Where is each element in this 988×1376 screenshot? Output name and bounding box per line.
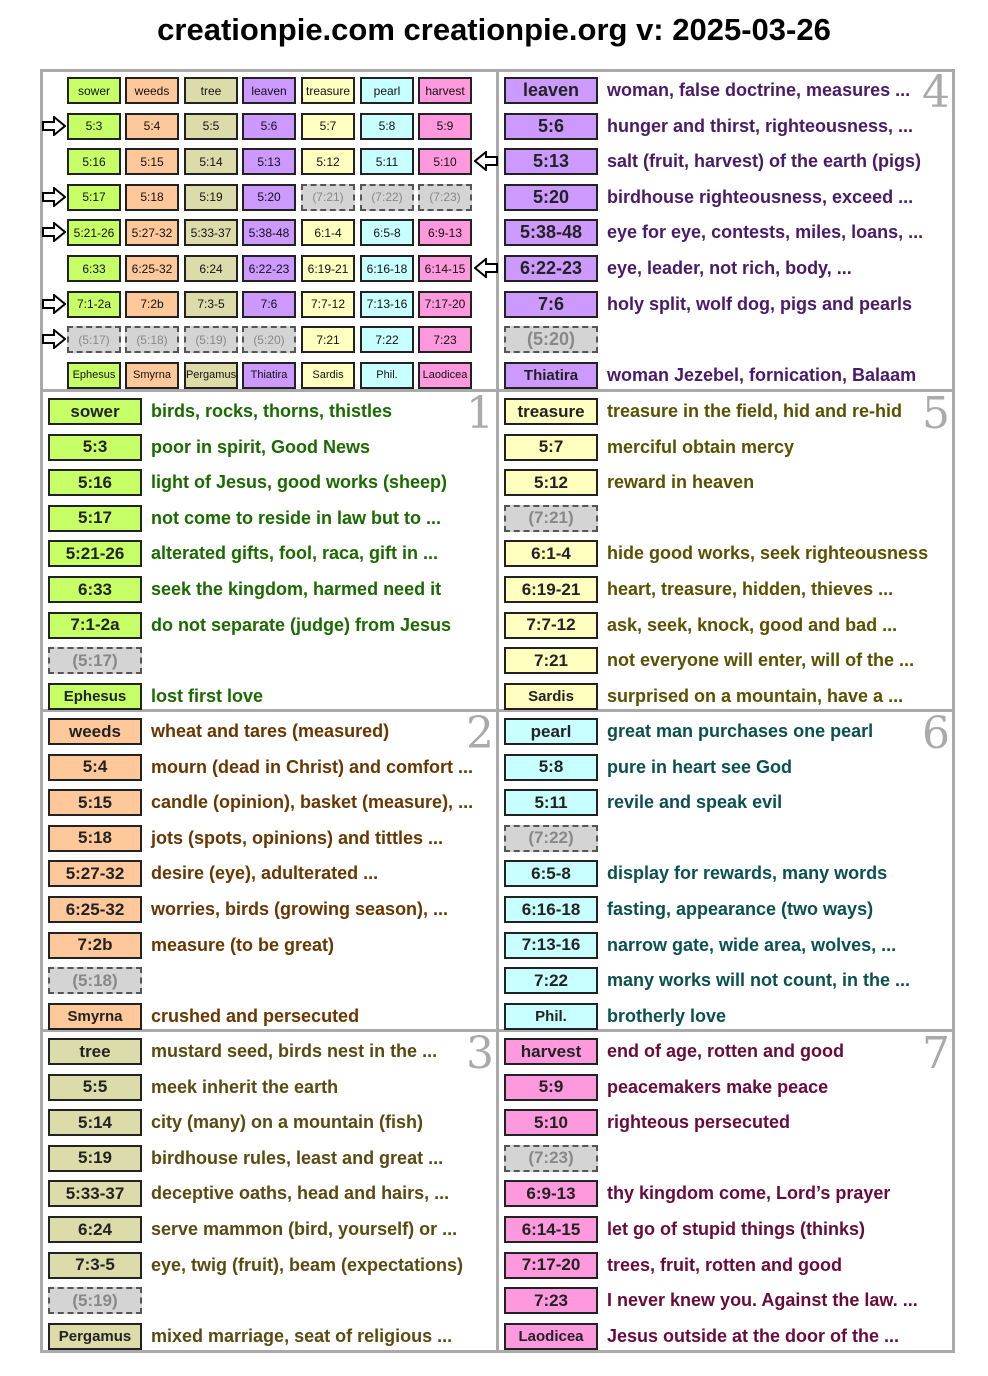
- panel-row: [504, 612, 897, 639]
- verse-label: Pergamus: [48, 1323, 142, 1350]
- overview-cell: 5:18: [125, 184, 179, 211]
- verse-label: (5:19): [48, 1287, 142, 1314]
- panel-5: [504, 388, 950, 708]
- overview-cell: pearl: [360, 77, 414, 104]
- overview-cell: harvest: [418, 77, 472, 104]
- verse-label: 7:1-2a: [48, 612, 142, 639]
- overview-cell: (5:19): [184, 326, 238, 353]
- verse-label: 6:9-13: [504, 1180, 598, 1207]
- panel-row: [48, 1287, 151, 1314]
- verse-description: not everyone will enter, will of the ...: [607, 650, 915, 671]
- panel-6: [504, 708, 950, 1028]
- overview-cell: 6:5-8: [360, 219, 414, 246]
- panel-row: [48, 576, 441, 603]
- verse-label: 6:33: [48, 576, 142, 603]
- verse-description: peacemakers make peace: [607, 1076, 829, 1097]
- verse-label: 7:7-12: [504, 612, 598, 639]
- verse-description: mixed marriage, seat of religious ...: [151, 1325, 453, 1346]
- panel-row: [48, 505, 441, 532]
- overview-cell: (7:23): [418, 184, 472, 211]
- overview-cell: 5:11: [360, 148, 414, 175]
- overview-cell: Smyrna: [125, 362, 179, 389]
- overview-cell: 5:4: [125, 113, 179, 140]
- verse-label: 5:16: [48, 469, 142, 496]
- verse-label: 5:11: [504, 789, 598, 816]
- panel-row: [48, 967, 151, 994]
- verse-label: treasure: [504, 398, 598, 425]
- panel-row: [48, 789, 473, 816]
- arrow-right-icon: [42, 329, 66, 349]
- verse-label: 5:38-48: [504, 219, 598, 246]
- verse-description: birds, rocks, thorns, thistles: [151, 401, 393, 421]
- panel-row: [48, 469, 447, 496]
- panel-row: [504, 860, 887, 887]
- verse-description: not come to reside in law but to ...: [151, 507, 442, 528]
- verse-label: (5:20): [504, 326, 598, 353]
- panel-row: [504, 326, 607, 353]
- verse-label: 7:23: [504, 1287, 598, 1314]
- panel-1: [48, 388, 494, 708]
- verse-description: let go of stupid things (thinks): [607, 1219, 865, 1239]
- overview-cell: Pergamus: [184, 362, 238, 389]
- panel-row: [504, 1038, 844, 1065]
- overview-cell: 7:6: [242, 291, 296, 318]
- panel-row: [48, 1180, 449, 1207]
- panel-number: 2: [466, 708, 494, 759]
- verse-label: leaven: [504, 77, 598, 104]
- panel-number: 5: [922, 388, 950, 439]
- overview-cell: sower: [67, 77, 121, 104]
- overview-cell: 7:21: [301, 326, 355, 353]
- verse-description: eye, twig (fruit), beam (expectations): [151, 1254, 464, 1275]
- panel-row: [48, 718, 389, 745]
- verse-description: surprised on a mountain, have a ...: [607, 685, 904, 706]
- panel-row: [504, 148, 921, 175]
- verse-label: 5:5: [48, 1074, 142, 1101]
- overview-cell: 7:2b: [125, 291, 179, 318]
- panel-row: [48, 860, 378, 887]
- overview-cell: 7:17-20: [418, 291, 472, 318]
- overview-cell: (7:22): [360, 184, 414, 211]
- panel-row: [504, 1216, 865, 1243]
- verse-description: holy split, wolf dog, pigs and pearls: [607, 293, 913, 314]
- verse-description: do not separate (judge) from Jesus: [151, 614, 452, 635]
- verse-description: revile and speak evil: [607, 792, 783, 813]
- panel-row: [504, 932, 896, 959]
- panel-row: [504, 1109, 790, 1136]
- overview-cell: 7:3-5: [184, 291, 238, 318]
- verse-label: 5:15: [48, 789, 142, 816]
- verse-description: I never knew you. Against the law. ...: [607, 1290, 918, 1311]
- panel-row: [48, 1109, 423, 1136]
- panel-row: [48, 1216, 457, 1243]
- verse-label: 5:18: [48, 825, 142, 852]
- overview-cell: (5:17): [67, 326, 121, 353]
- verse-label: 6:25-32: [48, 896, 142, 923]
- verse-description: woman Jezebel, fornication, Balaam: [607, 364, 917, 385]
- verse-label: 6:22-23: [504, 255, 598, 282]
- arrow-right-icon: [42, 222, 66, 242]
- overview-cell: Phil.: [360, 362, 414, 389]
- verse-description: deceptive oaths, head and hairs, ...: [151, 1183, 450, 1204]
- verse-description: fasting, appearance (two ways): [607, 899, 874, 919]
- verse-label: 6:14-15: [504, 1216, 598, 1243]
- verse-description: alterated gifts, fool, raca, gift in ...: [151, 543, 439, 564]
- overview-cell: 6:22-23: [242, 255, 296, 282]
- verse-description: treasure in the field, hid and re-hid: [607, 401, 903, 421]
- overview-cell: (5:20): [242, 326, 296, 353]
- verse-label: 5:4: [48, 754, 142, 781]
- verse-description: narrow gate, wide area, wolves, ...: [607, 934, 897, 955]
- verse-label: 7:17-20: [504, 1252, 598, 1279]
- verse-description: end of age, rotten and good: [607, 1041, 844, 1061]
- overview-cell: 6:19-21: [301, 255, 355, 282]
- verse-description: birdhouse righteousness, exceed ...: [607, 186, 914, 207]
- panel-row: [504, 1180, 890, 1207]
- panel-row: [504, 469, 754, 496]
- verse-label: 7:22: [504, 967, 598, 994]
- panel-row: [504, 77, 910, 104]
- panel-row: [504, 1003, 726, 1030]
- verse-label: tree: [48, 1038, 142, 1065]
- overview-cell: 5:20: [242, 184, 296, 211]
- panel-row: [48, 1074, 338, 1101]
- verse-label: (7:22): [504, 825, 598, 852]
- overview-cell: 5:38-48: [242, 219, 296, 246]
- panel-number: 7: [922, 1028, 950, 1079]
- verse-label: 5:3: [48, 434, 142, 461]
- panel-row: [504, 113, 913, 140]
- overview-cell: weeds: [125, 77, 179, 104]
- overview-cell: Ephesus: [67, 362, 121, 389]
- verse-label: Smyrna: [48, 1003, 142, 1030]
- panel-7: [504, 1028, 950, 1348]
- panel-number: 4: [922, 67, 950, 118]
- overview-cell: 7:22: [360, 326, 414, 353]
- verse-label: (7:21): [504, 505, 598, 532]
- panel-row: [504, 718, 873, 745]
- verse-label: (5:17): [48, 647, 142, 674]
- verse-description: jots (spots, opinions) and tittles ...: [151, 827, 443, 848]
- panel-number: 6: [922, 708, 950, 759]
- verse-label: 5:19: [48, 1145, 142, 1172]
- overview-cell: 5:17: [67, 184, 121, 211]
- verse-label: 6:1-4: [504, 540, 598, 567]
- panel-row: [48, 540, 438, 567]
- panel-row: [48, 825, 443, 852]
- verse-label: 5:9: [504, 1074, 598, 1101]
- overview-cell: 5:5: [184, 113, 238, 140]
- verse-description: serve mammon (bird, yourself) or ...: [151, 1219, 458, 1239]
- verse-description: mustard seed, birds nest in the ...: [151, 1041, 438, 1061]
- panel-row: [48, 1038, 437, 1065]
- overview-cell: 7:1-2a: [67, 291, 121, 318]
- verse-description: display for rewards, many words: [607, 863, 888, 884]
- verse-label: Sardis: [504, 683, 598, 710]
- overview-cell: leaven: [242, 77, 296, 104]
- overview-cell: 5:8: [360, 113, 414, 140]
- overview-cell: tree: [184, 77, 238, 104]
- panel-number: 1: [466, 388, 494, 439]
- verse-description: wheat and tares (measured): [151, 721, 390, 741]
- arrow-right-icon: [42, 187, 66, 207]
- overview-cell: 5:14: [184, 148, 238, 175]
- panel-row: [504, 434, 794, 461]
- verse-description: lost first love: [151, 685, 264, 706]
- verse-label: (7:23): [504, 1145, 598, 1172]
- arrow-left-icon: [474, 151, 498, 171]
- verse-description: many works will not count, in the ...: [607, 970, 911, 991]
- verse-description: reward in heaven: [607, 472, 755, 493]
- overview-cell: 6:16-18: [360, 255, 414, 282]
- overview-cell: 5:7: [301, 113, 355, 140]
- verse-label: 7:13-16: [504, 932, 598, 959]
- overview-cell: Laodicea: [418, 362, 472, 389]
- verse-label: 7:3-5: [48, 1252, 142, 1279]
- verse-label: Phil.: [504, 1003, 598, 1030]
- verse-label: Ephesus: [48, 683, 142, 710]
- overview-cell: 5:21-26: [67, 219, 121, 246]
- overview-cell: 5:15: [125, 148, 179, 175]
- overview-cell: (7:21): [301, 184, 355, 211]
- arrow-right-icon: [42, 116, 66, 136]
- verse-description: thy kingdom come, Lord’s prayer: [607, 1183, 891, 1204]
- verse-label: 7:2b: [48, 932, 142, 959]
- verse-label: 6:5-8: [504, 860, 598, 887]
- overview-cell: 5:3: [67, 113, 121, 140]
- verse-label: 5:17: [48, 505, 142, 532]
- overview-cell: Sardis: [301, 362, 355, 389]
- panel-row: [48, 647, 151, 674]
- verse-label: 5:27-32: [48, 860, 142, 887]
- verse-label: 7:21: [504, 647, 598, 674]
- verse-description: trees, fruit, rotten and good: [607, 1254, 843, 1275]
- verse-description: ask, seek, knock, good and bad ...: [607, 614, 898, 635]
- verse-label: 5:33-37: [48, 1180, 142, 1207]
- verse-label: 5:12: [504, 469, 598, 496]
- panel-row: [504, 896, 873, 923]
- panel-row: [504, 1252, 842, 1279]
- overview-cell: 6:25-32: [125, 255, 179, 282]
- panel-row: [48, 612, 451, 639]
- verse-description: meek inherit the earth: [151, 1076, 339, 1097]
- verse-description: heart, treasure, hidden, thieves ...: [607, 579, 894, 599]
- panel-row: [48, 434, 370, 461]
- verse-description: birdhouse rules, least and great ...: [151, 1147, 444, 1168]
- verse-description: Jesus outside at the door of the ...: [607, 1325, 900, 1346]
- verse-description: crushed and persecuted: [151, 1005, 360, 1026]
- overview-cell: 7:13-16: [360, 291, 414, 318]
- verse-label: (5:18): [48, 967, 142, 994]
- panel-row: [504, 540, 928, 567]
- verse-description: eye, leader, not rich, body, ...: [607, 258, 852, 278]
- overview-cell: Thiatira: [242, 362, 296, 389]
- overview-cell: 5:9: [418, 113, 472, 140]
- verse-description: candle (opinion), basket (measure), ...: [151, 792, 474, 813]
- panel-row: [504, 219, 923, 246]
- panel-row: [504, 255, 852, 282]
- verse-description: light of Jesus, good works (sheep): [151, 472, 448, 493]
- panel-row: [504, 505, 607, 532]
- verse-label: 5:13: [504, 148, 598, 175]
- overview-cell: 6:9-13: [418, 219, 472, 246]
- verse-description: hunger and thirst, righteousness, ...: [607, 115, 914, 136]
- verse-description: measure (to be great): [151, 934, 335, 955]
- verse-label: 6:24: [48, 1216, 142, 1243]
- arrow-right-icon: [42, 294, 66, 314]
- panel-row: [48, 1145, 443, 1172]
- verse-description: eye for eye, contests, miles, loans, ...: [607, 222, 924, 243]
- overview-cell: 5:27-32: [125, 219, 179, 246]
- overview-cell: (5:18): [125, 326, 179, 353]
- verse-description: desire (eye), adulterated ...: [151, 863, 379, 884]
- overview-cell: 6:24: [184, 255, 238, 282]
- panel-row: [48, 683, 263, 710]
- verse-label: 5:8: [504, 754, 598, 781]
- verse-description: woman, false doctrine, measures ...: [607, 80, 911, 100]
- verse-label: 5:20: [504, 184, 598, 211]
- panel-row: [504, 1145, 607, 1172]
- panel-row: [48, 932, 334, 959]
- overview-cell: 5:19: [184, 184, 238, 211]
- panel-row: [504, 1323, 899, 1350]
- verse-description: brotherly love: [607, 1005, 727, 1026]
- panel-row: [504, 1287, 918, 1314]
- panel-row: [48, 754, 473, 781]
- panel-row: [48, 896, 448, 923]
- panel-row: [504, 967, 910, 994]
- overview-cell: 5:16: [67, 148, 121, 175]
- overview-cell: 5:12: [301, 148, 355, 175]
- panel-row: [48, 398, 392, 425]
- grid-divider-horizontal: [40, 389, 955, 392]
- panel-4: [504, 67, 950, 387]
- panel-row: [504, 647, 914, 674]
- verse-label: 5:21-26: [48, 540, 142, 567]
- arrow-left-icon: [474, 258, 498, 278]
- verse-description: city (many) on a mountain (fish): [151, 1112, 424, 1133]
- verse-description: great man purchases one pearl: [607, 721, 874, 741]
- verse-label: 7:6: [504, 291, 598, 318]
- panel-row: [504, 398, 902, 425]
- panel-row: [504, 576, 893, 603]
- verse-description: salt (fruit, harvest) of the earth (pigs): [607, 151, 922, 172]
- overview-cell: 5:10: [418, 148, 472, 175]
- verse-label: 5:10: [504, 1109, 598, 1136]
- verse-label: Laodicea: [504, 1323, 598, 1350]
- panel-number: 3: [466, 1028, 494, 1079]
- verse-description: worries, birds (growing season), ...: [151, 899, 449, 919]
- overview-cell: 7:7-12: [301, 291, 355, 318]
- panel-row: [504, 789, 782, 816]
- overview-cell: 5:33-37: [184, 219, 238, 246]
- verse-label: 6:19-21: [504, 576, 598, 603]
- overview-cell: 6:14-15: [418, 255, 472, 282]
- verse-label: weeds: [48, 718, 142, 745]
- verse-label: sower: [48, 398, 142, 425]
- verse-label: 5:6: [504, 113, 598, 140]
- overview-cell: 7:23: [418, 326, 472, 353]
- panel-row: [504, 754, 792, 781]
- overview-cell: treasure: [301, 77, 355, 104]
- verse-description: pure in heart see God: [607, 756, 793, 777]
- verse-label: Thiatira: [504, 362, 598, 389]
- verse-label: pearl: [504, 718, 598, 745]
- panel-row: [504, 1074, 828, 1101]
- verse-description: poor in spirit, Good News: [151, 436, 371, 457]
- page-title: creationpie.com creationpie.org v: 2025-03-26: [157, 12, 831, 47]
- verse-description: hide good works, seek righteousness: [607, 543, 929, 564]
- overview-cell: 6:33: [67, 255, 121, 282]
- panel-row: [48, 1003, 359, 1030]
- overview-cell: 6:1-4: [301, 219, 355, 246]
- overview-cell: 5:6: [242, 113, 296, 140]
- panel-row: [48, 1323, 452, 1350]
- panel-row: [504, 291, 912, 318]
- panel-row: [504, 362, 916, 389]
- verse-description: mourn (dead in Christ) and comfort ...: [151, 756, 474, 777]
- verse-label: harvest: [504, 1038, 598, 1065]
- panel-2: [48, 708, 494, 1028]
- verse-label: 5:7: [504, 434, 598, 461]
- panel-row: [504, 683, 903, 710]
- verse-description: seek the kingdom, harmed need it: [151, 579, 442, 599]
- panel-3: [48, 1028, 494, 1348]
- verse-description: merciful obtain mercy: [607, 436, 795, 457]
- verse-description: righteous persecuted: [607, 1112, 791, 1133]
- panel-row: [504, 825, 607, 852]
- verse-label: 6:16-18: [504, 896, 598, 923]
- overview-cell: 5:13: [242, 148, 296, 175]
- panel-row: [48, 1252, 463, 1279]
- panel-row: [504, 184, 913, 211]
- verse-label: 5:14: [48, 1109, 142, 1136]
